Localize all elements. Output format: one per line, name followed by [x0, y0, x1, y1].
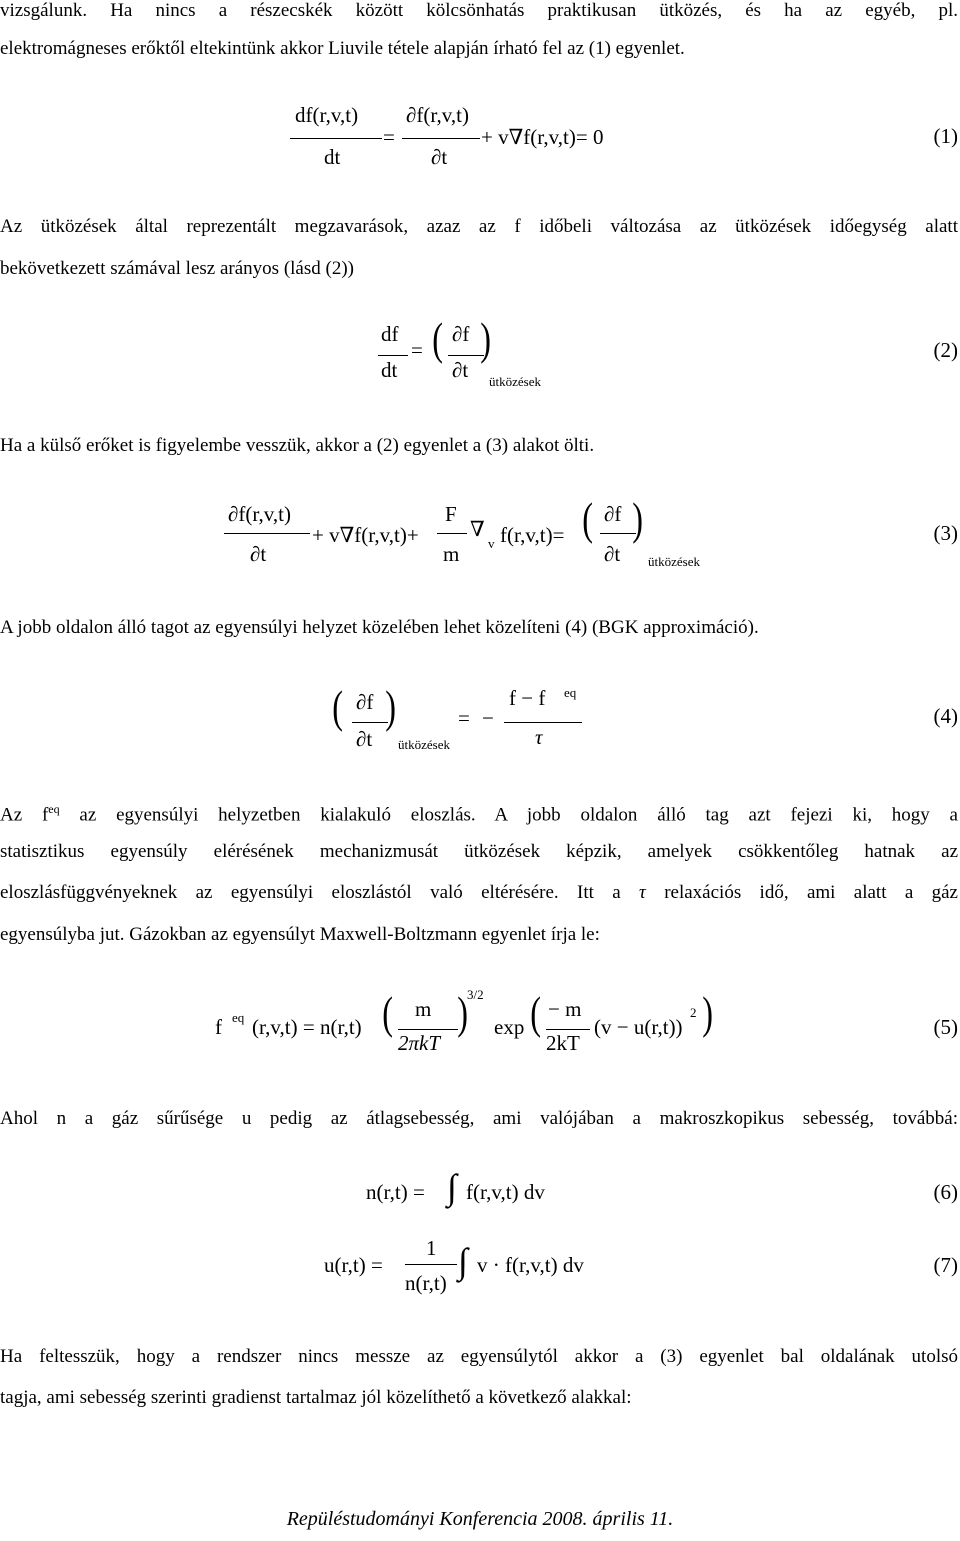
right-paren: )	[457, 987, 469, 1038]
eq1-lhs-denominator: dt	[324, 145, 341, 169]
eq3-numerator: ∂f(r,v,t)	[228, 502, 291, 526]
paragraph-line: Ha feltesszük, hogy a rendszer nincs messze az egyensúlytól akkor a (3) egyenlet bal oldalának utolsó	[0, 1346, 958, 1367]
eq4-fraction-bar	[504, 722, 582, 723]
integral-symbol: ∫	[458, 1241, 468, 1281]
eq3-middle: + v∇f(r,v,t)+	[312, 523, 419, 547]
eq3-force-denominator: m	[443, 542, 460, 566]
tau-symbol: τ	[535, 725, 543, 749]
eq1-equals: =	[383, 125, 395, 149]
eq4-superscript: eq	[564, 685, 577, 700]
left-paren: (	[432, 313, 444, 364]
eq6-rhs: f(r,v,t) dv	[466, 1180, 545, 1204]
eq7-rhs: v · f(r,v,t) dv	[477, 1253, 584, 1277]
eq1-rhs-denominator: ∂t	[431, 145, 448, 169]
eq5-exp-numerator: − m	[548, 997, 582, 1021]
equation-number: (1)	[933, 124, 958, 148]
paragraph-line: A jobb oldalon álló tagot az egyensúlyi helyzet közelében lehet közelíteni (4) (BGK approximáció).	[0, 617, 759, 638]
eq3-subscript: ütközések	[648, 554, 700, 569]
paragraph-rest: az egyensúlyi helyzetben kialakuló eloszlás. A jobb oldalon álló tag azt fejezi ki, hogy a	[59, 804, 958, 826]
paragraph-line	[0, 872, 958, 914]
eq3-partial-bar	[600, 533, 636, 534]
eq2-fraction-bar	[378, 355, 408, 356]
eq4-subscript: ütközések	[398, 737, 450, 752]
feq-superscript: eq	[48, 802, 60, 816]
page-footer: Repüléstudományi Konferencia 2008. április 11.	[286, 1508, 674, 1530]
eq2-partial-numerator: ∂f	[452, 322, 470, 346]
eq5-mass-denominator: 2πkT	[398, 1031, 441, 1055]
eq4-partial-numerator: ∂f	[356, 690, 374, 714]
eq1-rhs-fraction-bar	[402, 138, 480, 139]
eq7-denominator: n(r,t)	[405, 1271, 447, 1295]
right-paren: )	[480, 313, 492, 364]
equation-number: (2)	[933, 338, 958, 362]
eq3-fraction-bar	[224, 533, 310, 534]
paragraph-rest: relaxációs idő, ami alatt a gáz	[645, 882, 958, 903]
eq4-partial-bar	[352, 722, 388, 723]
paragraph-prefix: Az f	[0, 804, 49, 826]
left-paren: (	[332, 681, 344, 732]
equation-number: (6)	[933, 1180, 958, 1204]
right-paren: )	[385, 681, 397, 732]
eq7-fraction-bar	[405, 1264, 457, 1265]
eq2-subscript: ütközések	[489, 374, 541, 389]
eq5-power: 3/2	[467, 987, 484, 1002]
eq3-tail: f(r,v,t)=	[500, 523, 565, 547]
paragraph-prefix: eloszlásfüggvényeknek az egyensúlyi eloszlástól való eltérésére. Itt a	[0, 882, 640, 903]
equation-number: (4)	[933, 704, 958, 728]
tau-symbol: τ	[639, 882, 646, 903]
paragraph-line: Ha a külső erőket is figyelembe vesszük, akkor a (2) egyenlet a (3) alakot ölti.	[0, 435, 595, 456]
eq6-lhs: n(r,t) =	[366, 1180, 425, 1204]
paragraph-line: Ahol n a gáz sűrűsége u pedig az átlagsebesség, ami valójában a makroszkopikus sebesség, továbbá:	[0, 1108, 958, 1129]
eq3-force-bar	[437, 533, 467, 534]
nabla-symbol: ∇	[470, 517, 485, 541]
paragraph-line: vizsgálunk. Ha nincs a részecskék között kölcsönhatás praktikusan ütközés, és ha az egyéb, pl.	[0, 0, 958, 21]
paragraph-line: Az ütközések által reprezentált megzavarások, azaz az f időbeli változása az ütközések időegység alatt	[0, 216, 958, 237]
integral-symbol: ∫	[447, 1167, 457, 1207]
paragraph-line: tagja, ami sebesség szerinti gradienst tartalmaz jól közelíthető a következő alakkal:	[0, 1387, 632, 1408]
eq1-rhs-numerator: ∂f(r,v,t)	[406, 103, 469, 127]
equation-number: (7)	[933, 1253, 958, 1277]
eq5-f: f	[215, 1015, 222, 1039]
eq3-partial-denominator: ∂t	[604, 542, 621, 566]
eq4-numerator: f − f	[509, 686, 546, 710]
eq7-numerator: 1	[426, 1236, 437, 1260]
equation-number: (3)	[933, 521, 958, 545]
eq2-numerator: df	[381, 322, 399, 346]
eq5-exp-bar	[546, 1029, 590, 1030]
eq1-lhs-fraction-bar	[290, 138, 382, 139]
eq5-mass-numerator: m	[415, 997, 432, 1021]
equation-number: (5)	[933, 1015, 958, 1039]
eq4-equals: =	[458, 706, 470, 730]
eq5-inner: (v − u(r,t))	[594, 1015, 683, 1039]
eq3-force-numerator: F	[445, 502, 457, 526]
paragraph-line	[0, 788, 958, 836]
paragraph-line: statisztikus egyensúly elérésének mechanizmusát ütközések képzik, amelyek csökkentőleg hatnak az	[0, 841, 958, 862]
left-paren: (	[530, 987, 542, 1038]
eq5-superscript: eq	[232, 1010, 245, 1025]
left-paren: (	[382, 987, 394, 1038]
eq4-partial-denominator: ∂t	[356, 727, 373, 751]
eq7-lhs: u(r,t) =	[324, 1253, 383, 1277]
eq5-exp-denominator: 2kT	[546, 1031, 580, 1055]
eq4-minus: −	[482, 706, 494, 730]
eq5-mass-bar	[398, 1029, 458, 1030]
right-paren: )	[702, 987, 714, 1038]
eq2-partial-denominator: ∂t	[452, 358, 469, 382]
eq2-denominator: dt	[381, 358, 398, 382]
eq2-equals: =	[411, 338, 423, 362]
eq5-args: (r,v,t) = n(r,t)	[252, 1015, 362, 1039]
eq1-rest: + v∇f(r,v,t)= 0	[481, 125, 604, 149]
right-paren: )	[632, 493, 644, 544]
eq5-square: 2	[690, 1005, 697, 1020]
eq1-lhs-numerator: df(r,v,t)	[295, 103, 359, 127]
eq3-nabla-subscript: v	[488, 536, 495, 551]
eq3-denominator: ∂t	[250, 542, 267, 566]
eq5-exp: exp	[494, 1015, 525, 1039]
eq2-partial-bar	[448, 355, 484, 356]
eq3-partial-numerator: ∂f	[604, 502, 622, 526]
left-paren: (	[582, 493, 594, 544]
paragraph-line: egyensúlyba jut. Gázokban az egyensúlyt Maxwell-Boltzmann egyenlet írja le:	[0, 924, 600, 945]
paragraph-line: bekövetkezett számával lesz arányos (lásd (2))	[0, 258, 354, 279]
paragraph-line: elektromágneses erőktől eltekintünk akkor Liuvile tétele alapján írható fel az (1) egyenlet.	[0, 38, 685, 59]
